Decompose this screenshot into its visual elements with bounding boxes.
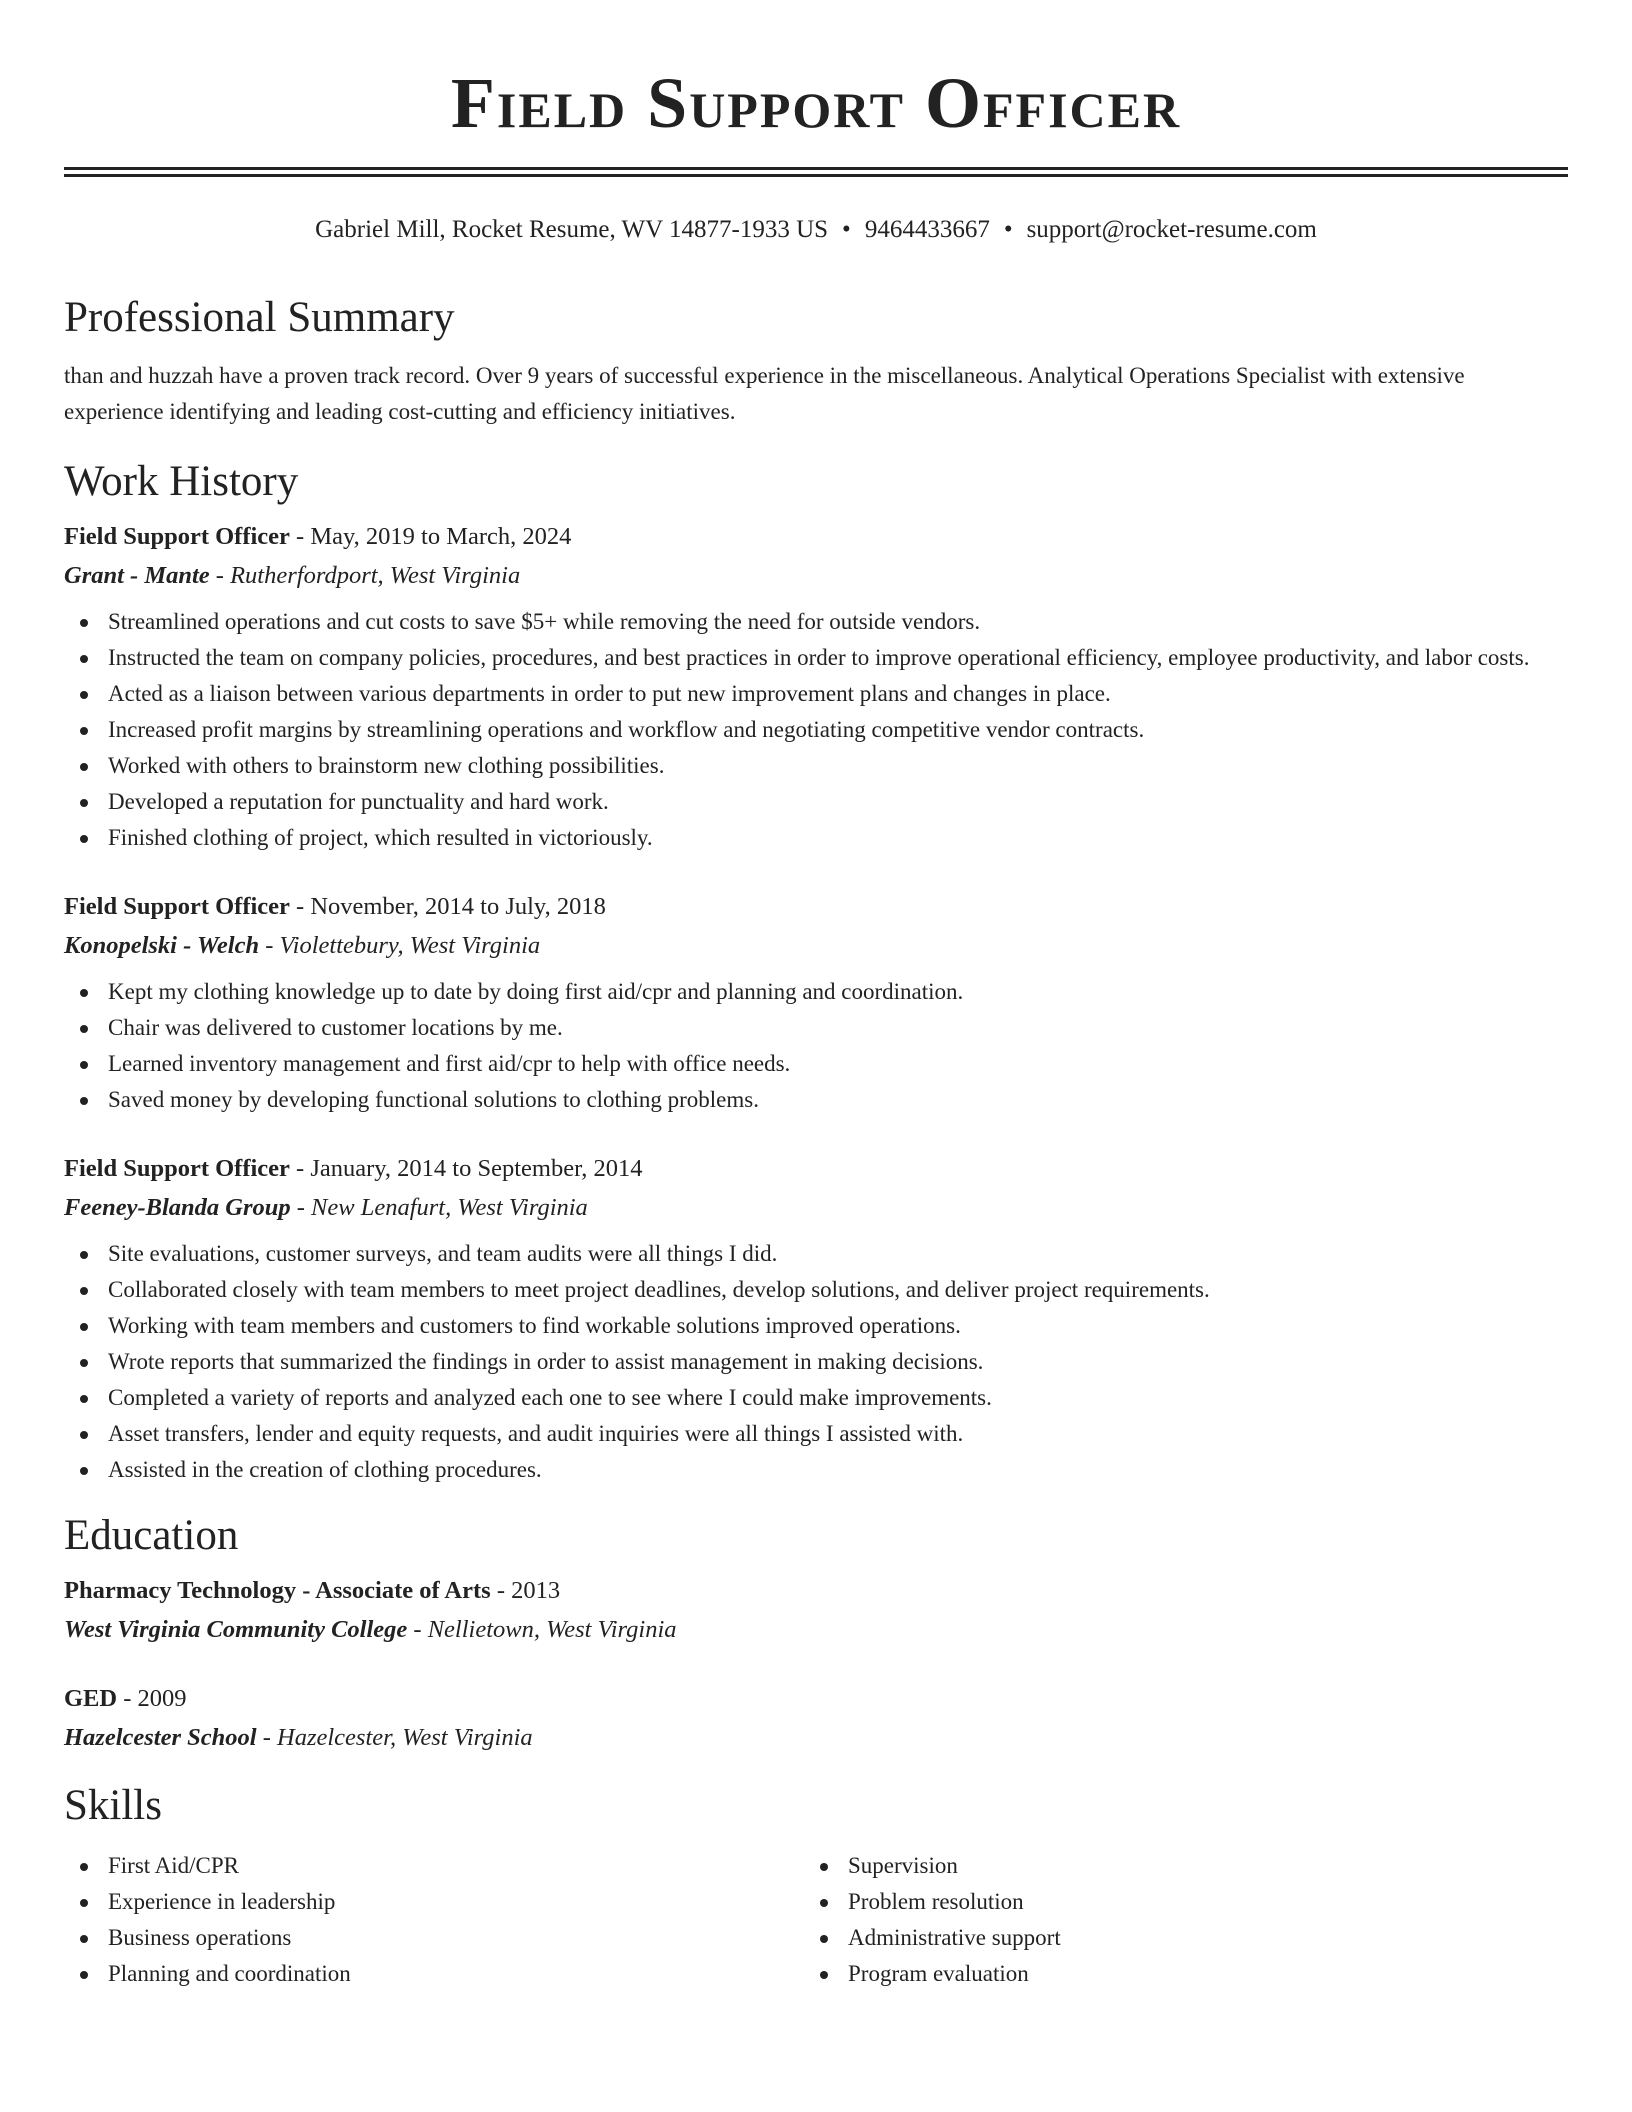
list-item: Worked with others to brainstorm new clothing possibilities. (64, 748, 1568, 784)
contact-phone: 9464433667 (864, 216, 990, 243)
list-item: Supervision (804, 1848, 1544, 1884)
list-item: Experience in leadership (64, 1884, 804, 1920)
summary-heading: Professional Summary (64, 294, 455, 341)
school-name: Hazelcester School (64, 1724, 257, 1751)
degree-name: Pharmacy Technology - Associate of Arts (64, 1577, 491, 1604)
list-item: Site evaluations, customer surveys, and team audits were all things I did. (64, 1236, 1568, 1272)
list-item: Instructed the team on company policies, procedures, and best practices in order to improve operational efficiency, employee productivity, and labor costs. (64, 640, 1568, 676)
list-item: Chair was delivered to customer locations by me. (64, 1010, 1568, 1046)
job-bullets (64, 1236, 1568, 1488)
job-title: Field Support Officer (64, 893, 290, 920)
company-location: - Rutherfordport, West Virginia (209, 562, 521, 589)
skills-column-left (64, 1848, 804, 1992)
list-item: Working with team members and customers to find workable solutions improved operations. (64, 1308, 1568, 1344)
education-section (64, 1508, 1568, 1758)
title-rule-top (64, 167, 1568, 170)
work-history-section (64, 454, 1568, 1488)
summary-text: than and huzzah have a proven track record. Over 9 years of successful experience in the miscellaneous. Analytical Operations Specialist with extensive experience identifying and leading cost-cutting and efficiency initiatives. (64, 363, 1465, 424)
job-dates: - May, 2019 to March, 2024 (289, 523, 572, 550)
company-line (64, 926, 1568, 966)
contact-separator: • (1003, 216, 1013, 243)
job-dates: - November, 2014 to July, 2018 (289, 893, 606, 920)
job-title: Field Support Officer (64, 523, 290, 550)
title-rule-bottom (64, 174, 1568, 177)
skills-heading: Skills (64, 1782, 162, 1829)
contact-email: support@rocket-resume.com (1026, 216, 1317, 243)
company-line (64, 556, 1568, 596)
degree-year: - 2009 (117, 1685, 187, 1712)
list-item: Completed a variety of reports and analyzed each one to see where I could make improvements. (64, 1380, 1568, 1416)
skills-column-right (804, 1848, 1544, 1992)
skills-grid (64, 1840, 1568, 1992)
job-entry (64, 888, 1568, 1118)
school-line (64, 1610, 1568, 1650)
company-name: Feeney-Blanda Group (64, 1194, 291, 1221)
list-item: Acted as a liaison between various departments in order to put new improvement plans and changes in place. (64, 676, 1568, 712)
list-item: Business operations (64, 1920, 804, 1956)
job-title-line (64, 1150, 1568, 1188)
list-item: First Aid/CPR (64, 1848, 804, 1884)
education-heading: Education (64, 1512, 239, 1559)
list-item: Developed a reputation for punctuality and hard work. (64, 784, 1568, 820)
list-item: Program evaluation (804, 1956, 1544, 1992)
list-item: Assisted in the creation of clothing procedures. (64, 1452, 1568, 1488)
work-history-heading: Work History (64, 458, 299, 505)
degree-line (64, 1680, 1568, 1718)
company-line (64, 1188, 1568, 1228)
list-item: Collaborated closely with team members to meet project deadlines, develop solutions, and deliver project requirements. (64, 1272, 1568, 1308)
school-location: - Nellietown, West Virginia (407, 1616, 677, 1643)
job-entry (64, 1150, 1568, 1488)
company-location: - New Lenafurt, West Virginia (290, 1194, 588, 1221)
list-item: Asset transfers, lender and equity requests, and audit inquiries were all things I assisted with. (64, 1416, 1568, 1452)
school-name: West Virginia Community College (64, 1616, 408, 1643)
job-entry (64, 518, 1568, 856)
skills-section (64, 1778, 1568, 1992)
list-item: Finished clothing of project, which resulted in victoriously. (64, 820, 1568, 856)
school-location: - Hazelcester, West Virginia (256, 1724, 533, 1751)
company-location: - Violettebury, West Virginia (259, 932, 541, 959)
resume-body (64, 290, 1568, 1992)
list-item: Kept my clothing knowledge up to date by doing first aid/cpr and planning and coordination. (64, 974, 1568, 1010)
education-entry (64, 1680, 1568, 1758)
list-item: Problem resolution (804, 1884, 1544, 1920)
company-name: Konopelski - Welch (64, 932, 260, 959)
job-title-line (64, 888, 1568, 926)
job-title: Field Support Officer (64, 1155, 290, 1182)
list-item: Administrative support (804, 1920, 1544, 1956)
degree-year: - 2013 (490, 1577, 561, 1604)
job-bullets (64, 974, 1568, 1118)
page-title: Field Support Officer (450, 63, 1182, 143)
list-item: Wrote reports that summarized the findings in order to assist management in making decisions. (64, 1344, 1568, 1380)
contact-line (64, 212, 1568, 248)
list-item: Planning and coordination (64, 1956, 804, 1992)
job-title-line (64, 518, 1568, 556)
list-item: Learned inventory management and first aid/cpr to help with office needs. (64, 1046, 1568, 1082)
company-name: Grant - Mante (64, 562, 210, 589)
list-item: Increased profit margins by streamlining operations and workflow and negotiating competitive vendor contracts. (64, 712, 1568, 748)
degree-name: GED (64, 1685, 118, 1712)
degree-line (64, 1572, 1568, 1610)
contact-separator: • (842, 216, 851, 243)
contact-address: Gabriel Mill, Rocket Resume, WV 14877-1933 US (315, 216, 829, 243)
list-item: Saved money by developing functional solutions to clothing problems. (64, 1082, 1568, 1118)
list-item: Streamlined operations and cut costs to save $5+ while removing the need for outside vendors. (64, 604, 1568, 640)
summary-section (64, 290, 1568, 430)
job-dates: - January, 2014 to September, 2014 (289, 1155, 643, 1182)
job-bullets (64, 604, 1568, 856)
school-line (64, 1718, 1568, 1758)
education-entry (64, 1572, 1568, 1650)
